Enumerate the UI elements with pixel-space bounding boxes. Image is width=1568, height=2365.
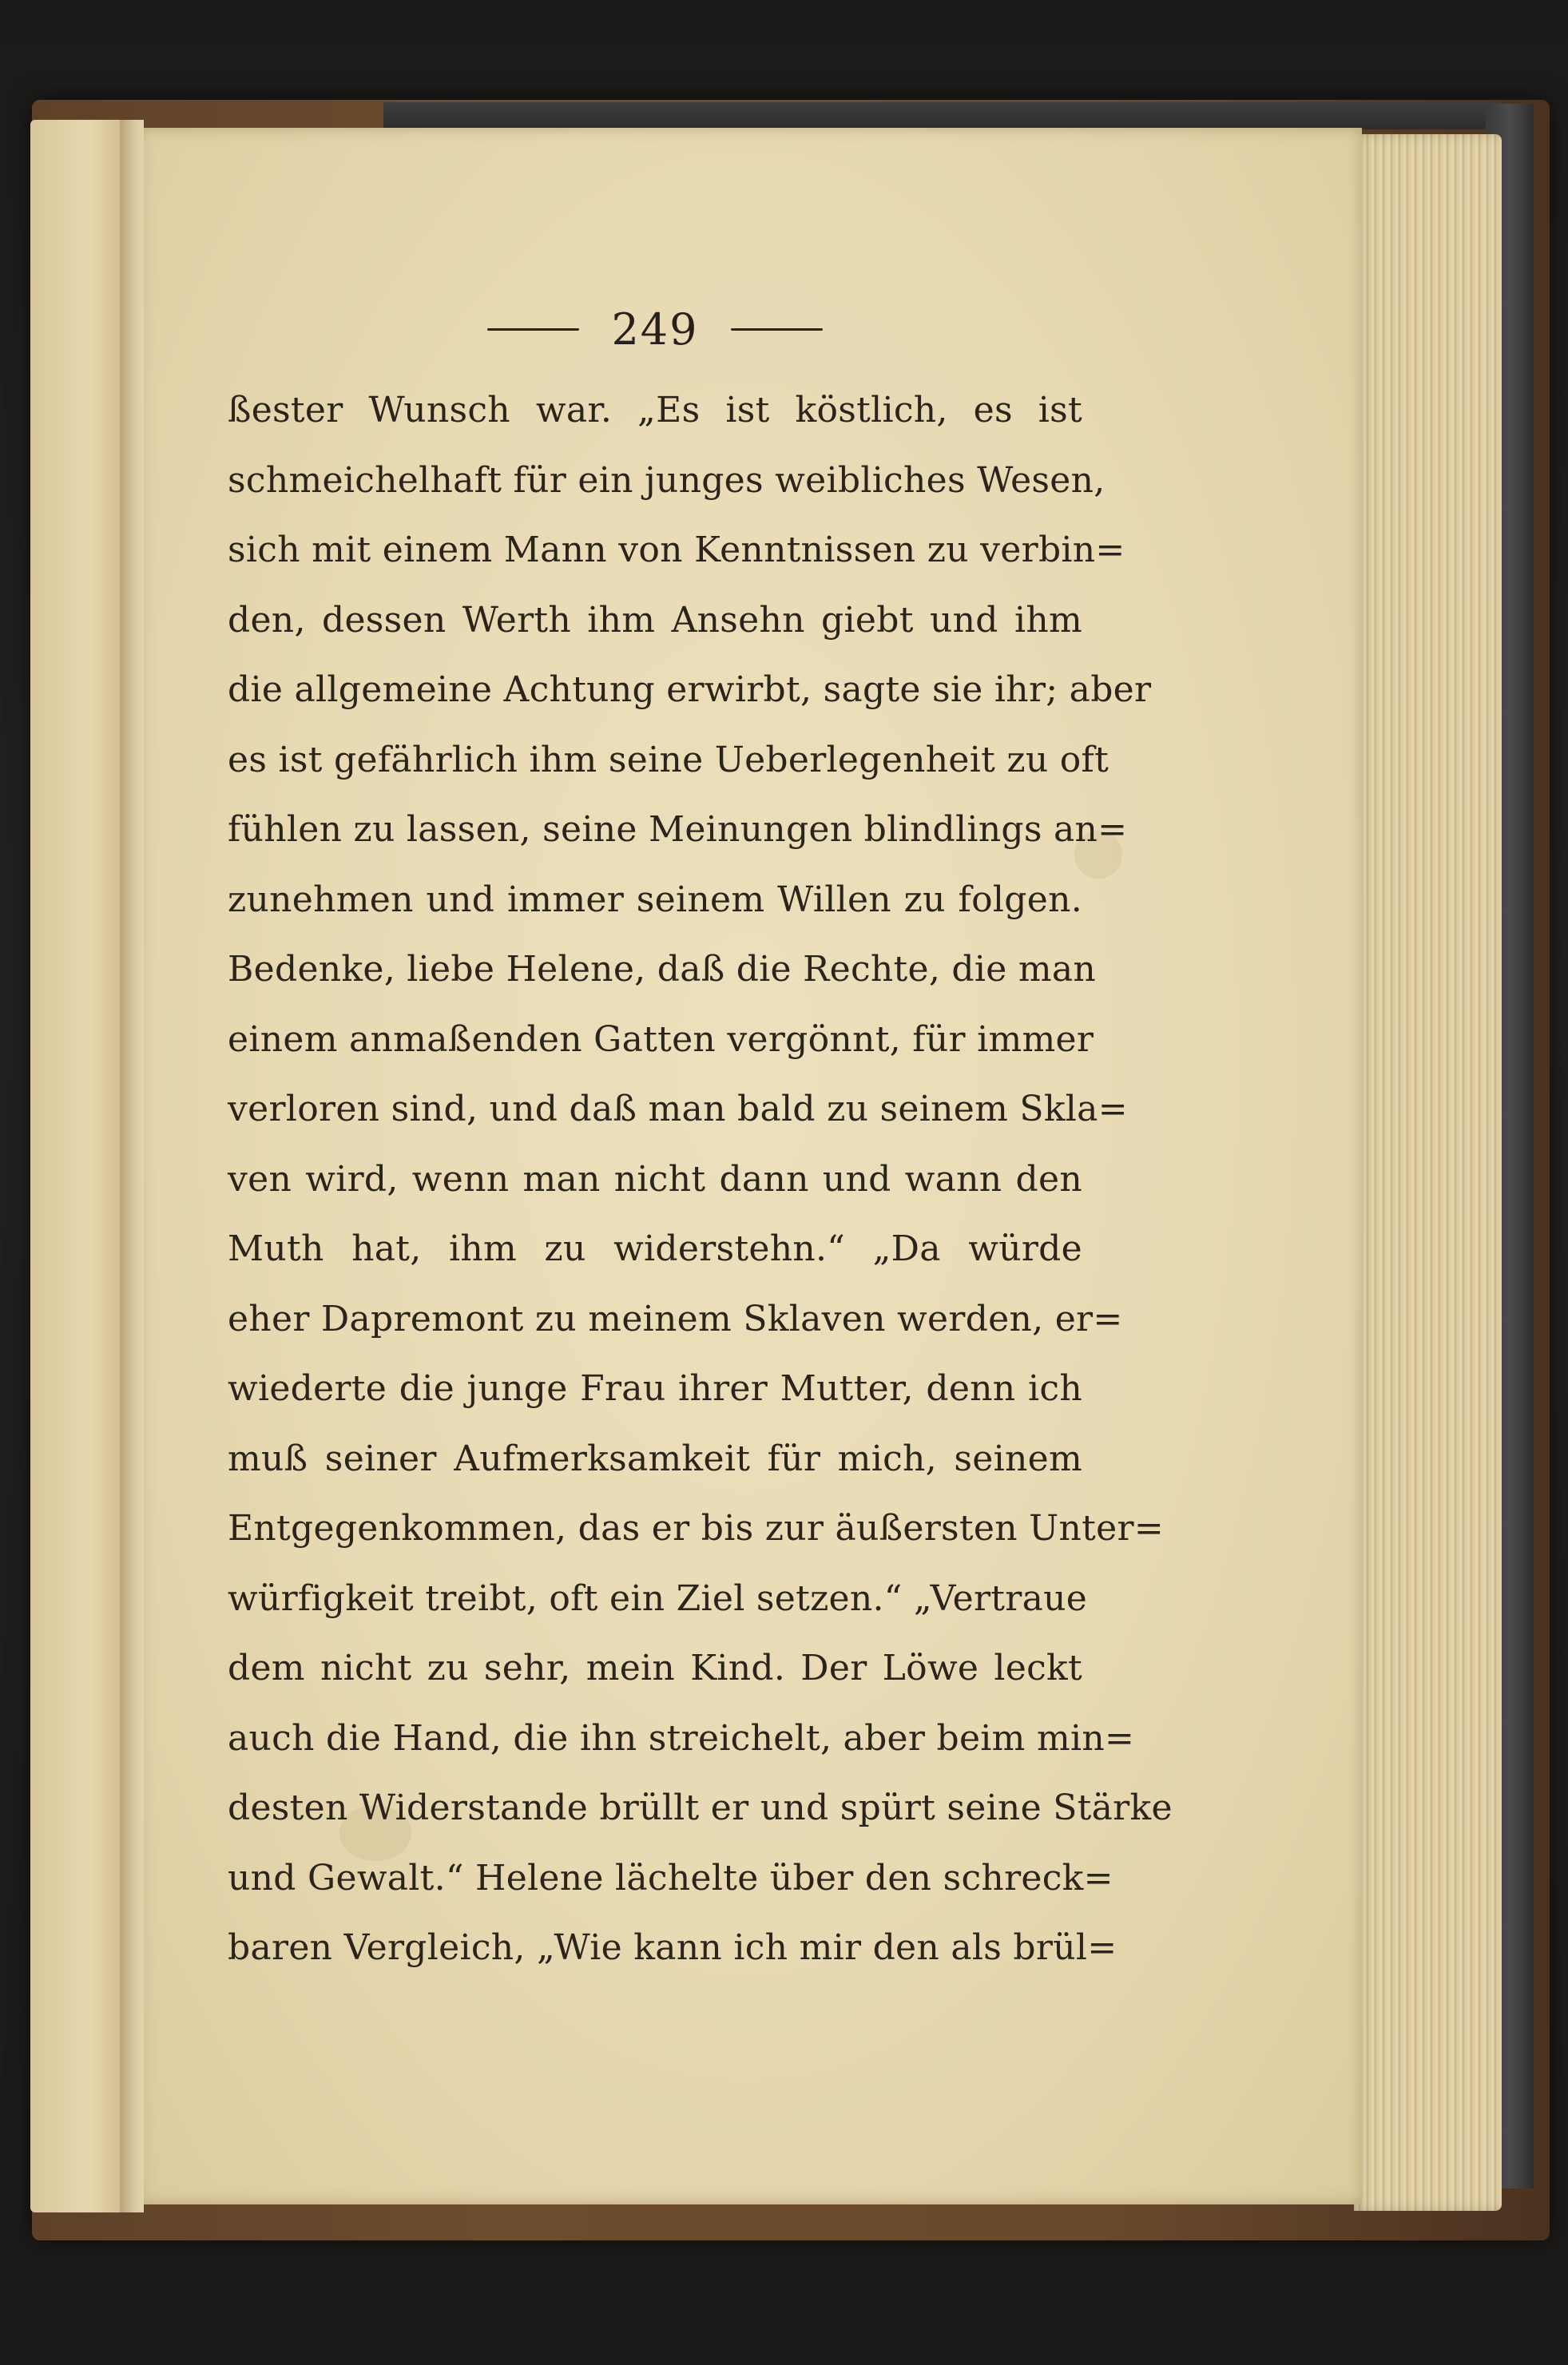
- text-line: desten Widerstande brüllt er und spürt seine Stärke: [228, 1788, 1173, 1828]
- text-line: muß seiner Aufmerksamkeit für mich, seinem: [228, 1438, 1082, 1479]
- text-line: dem nicht zu sehr, mein Kind. Der Löwe leckt: [228, 1648, 1082, 1688]
- text-line: wiederte die junge Frau ihrer Mutter, denn ich: [228, 1368, 1082, 1409]
- text-line: würfigkeit treibt, oft ein Ziel setzen.“ „Vertraue: [228, 1577, 1088, 1619]
- page-header: [471, 297, 839, 361]
- text-line: ßester Wunsch war. „Es ist köstlich, es ist: [228, 390, 1082, 431]
- text-line: einem anmaßenden Gatten vergönnt, für immer: [228, 1018, 1094, 1060]
- cover-edge-strip: [383, 102, 1502, 129]
- text-line: Muth hat, ihm zu widerstehn.“ „Da würde: [228, 1228, 1082, 1269]
- page-gutter: [120, 120, 144, 2212]
- left-page-edge: [30, 120, 130, 2212]
- page-number: 249: [611, 304, 699, 355]
- page-edge-stack: [1354, 134, 1502, 2211]
- text-line: Bedenke, liebe Helene, daß die Rechte, die man: [228, 949, 1097, 990]
- text-line: den, dessen Werth ihm Ansehn giebt und ihm: [228, 599, 1082, 641]
- text-line: verloren sind, und daß man bald zu seinem Skla=: [228, 1089, 1128, 1129]
- text-line: schmeichelhaft für ein junges weibliches Wesen,: [228, 459, 1106, 501]
- text-line: zunehmen und immer seinem Willen zu folgen.: [228, 879, 1082, 920]
- text-line: auch die Hand, die ihn streichelt, aber beim min=: [228, 1717, 1135, 1759]
- text-line: die allgemeine Achtung erwirbt, sagte sie ihr; aber: [228, 669, 1152, 710]
- text-line: es ist gefährlich ihm seine Ueberlegenheit zu oft: [228, 739, 1110, 780]
- text-line: ven wird, wenn man nicht dann und wann den: [228, 1158, 1082, 1200]
- text-line: sich mit einem Mann von Kenntnissen zu verbin=: [228, 530, 1125, 570]
- header-rule-left: [487, 328, 579, 331]
- header-rule-right: [731, 328, 823, 331]
- text-line: Entgegenkommen, das er bis zur äußersten Unter=: [228, 1508, 1164, 1549]
- text-line: und Gewalt.“ Helene lächelte über den schreck=: [228, 1857, 1113, 1899]
- text-line: fühlen zu lassen, seine Meinungen blindlings an=: [228, 809, 1128, 850]
- page-body-text: [228, 375, 1173, 1983]
- text-line: eher Dapremont zu meinem Sklaven werden, er=: [228, 1298, 1123, 1339]
- text-line: baren Vergleich, „Wie kann ich mir den als brül=: [228, 1927, 1117, 1968]
